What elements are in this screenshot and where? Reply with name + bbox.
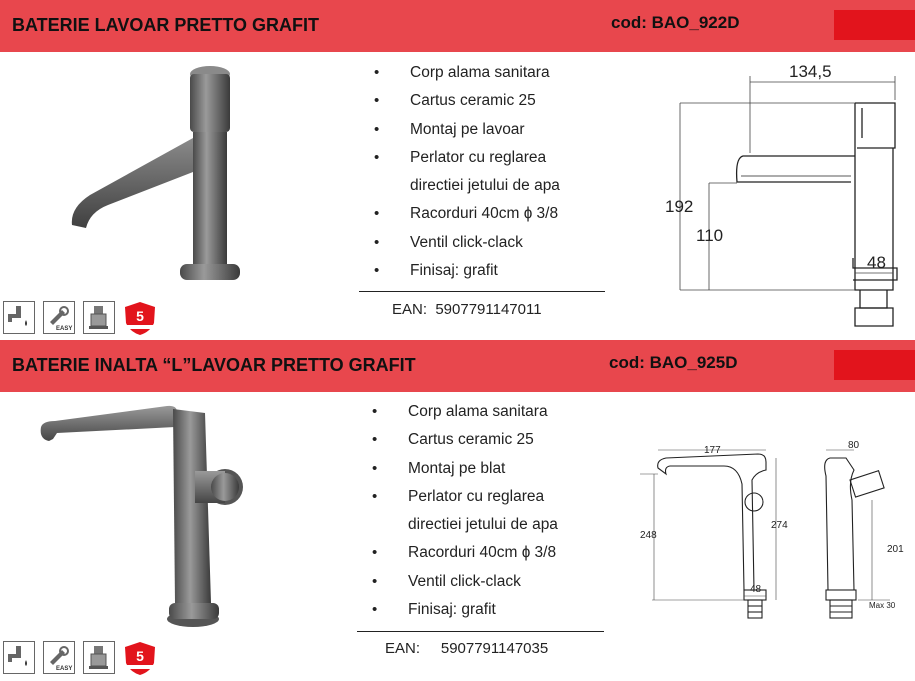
feature-list [360,59,560,285]
feature-item: • Montaj pe blat [358,455,558,483]
dimension-side-width: 80 [848,440,860,451]
easy-label: EASY [56,666,73,672]
easy-label: EASY [56,326,73,332]
feature-item: • Perlator cu reglarea [360,144,560,172]
cartridge-icon [83,641,115,674]
ean-code: EAN: 5907791147035 [385,640,549,657]
feature-item: • Finisaj: grafit [360,257,560,285]
feature-icons [3,301,157,336]
faucet-drip-icon [3,641,35,674]
feature-item: • Ventil click-clack [360,229,560,257]
dimension-width: 177 [704,445,721,456]
wrench-easy-icon [43,641,75,674]
feature-item: • Cartus ceramic 25 [360,87,560,115]
faucet-product-image [35,403,250,635]
feature-item: • Finisaj: grafit [358,596,558,624]
color-swatch [834,10,915,40]
feature-item: • Racorduri 40cm ɸ 3/8 [360,200,560,228]
feature-item: • Ventil click-clack [358,568,558,596]
faucet-drip-icon [3,301,35,334]
feature-list [358,398,558,624]
wrench-easy-icon [43,301,75,334]
warranty-years: 5 [136,308,144,324]
dimension-side-height: 201 [887,544,904,555]
product-header [0,340,915,392]
technical-drawing [665,58,915,340]
warranty-years: 5 [136,648,144,664]
dimension-base: 48 [750,584,762,595]
ean-code: EAN: 5907791147011 [392,301,542,318]
feature-item: directiei jetului de apa [410,177,560,195]
dimension-height-total: 192 [665,197,694,216]
dimension-width: 134,5 [789,62,832,81]
color-swatch [834,350,915,380]
faucet-product-image [60,60,250,290]
feature-item: • Perlator cu reglarea [358,483,558,511]
feature-item: • Montaj pe lavoar [360,116,560,144]
feature-item: • Cartus ceramic 25 [358,426,558,454]
product-code: cod: BAO_925D [609,353,738,372]
technical-drawing [640,440,915,635]
cartridge-icon [83,301,115,334]
product-header [0,0,915,52]
feature-item: • Corp alama sanitara [360,59,560,87]
product-title: BATERIE LAVOAR PRETTO GRAFIT [12,15,320,35]
feature-item: • Corp alama sanitara [358,398,558,426]
product-code: cod: BAO_922D [611,13,740,32]
dimension-max: Max 30 [869,601,896,610]
dimension-height-spout: 110 [696,226,724,245]
feature-icons [3,641,157,676]
divider [359,291,605,292]
divider [357,631,604,632]
dimension-height-spout: 274 [771,520,788,531]
dimension-base: 48 [867,253,886,272]
dimension-height-total: 248 [640,530,657,541]
product-title: BATERIE INALTA “L”LAVOAR PRETTO GRAFIT [12,355,416,375]
warranty-5-years-icon [123,641,157,676]
warranty-5-years-icon [123,301,157,336]
feature-item: directiei jetului de apa [408,516,558,534]
feature-item: • Racorduri 40cm ɸ 3/8 [358,539,558,567]
